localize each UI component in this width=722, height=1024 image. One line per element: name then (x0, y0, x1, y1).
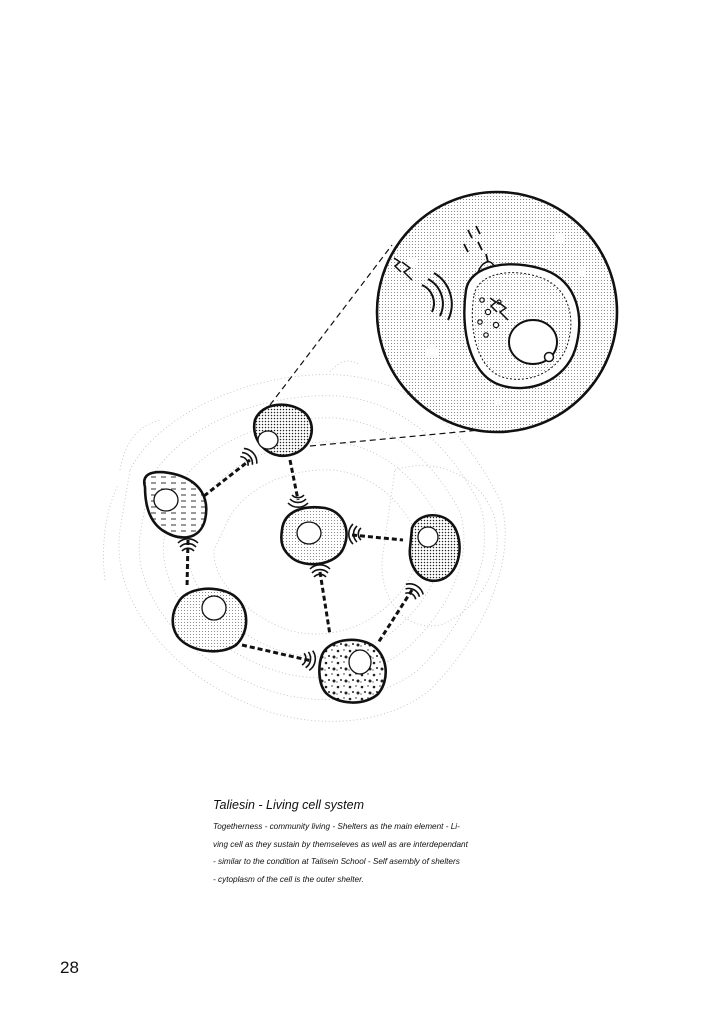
cell-5 (173, 589, 246, 652)
caption-body (213, 818, 523, 888)
connection-4-6 (378, 590, 412, 643)
cell-1 (144, 472, 206, 537)
cell-4 (410, 515, 460, 581)
caption-title: Taliesin - Living cell system (213, 798, 364, 812)
connection-5-6 (242, 645, 312, 661)
connection-3-6 (320, 572, 330, 635)
signal-arc-icon (288, 495, 308, 507)
page-number: 28 (60, 958, 79, 977)
connection-2-3 (290, 460, 298, 500)
magnified-cell (377, 192, 617, 432)
cell-2 (254, 405, 312, 456)
caption-line: - cytoplasm of the cell is the outer shelter. (213, 874, 364, 884)
caption-line: ving cell as they sustain by themseleves as well as are interdependant (213, 839, 468, 849)
cell-3 (281, 507, 346, 564)
cells (144, 405, 459, 703)
cell-6 (319, 640, 385, 703)
caption (213, 798, 523, 888)
caption-line: - similar to the condition at Talisein School - Self asembly of shelters (213, 857, 460, 866)
nucleolus (545, 353, 554, 362)
connection-1-2 (204, 460, 250, 496)
caption-line: Togetherness - community living - Shelters as the main element - Li- (213, 822, 460, 831)
